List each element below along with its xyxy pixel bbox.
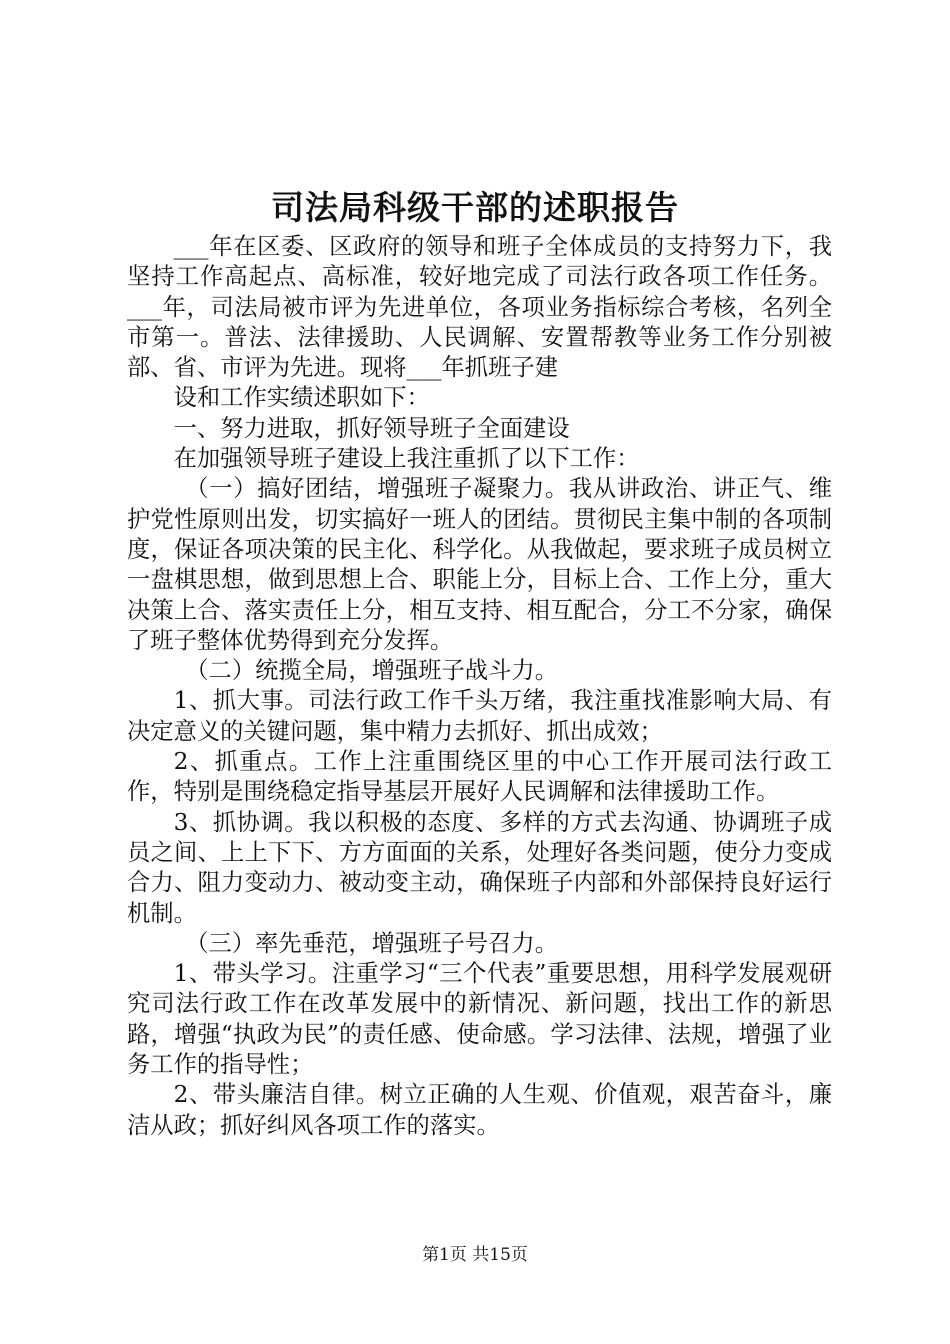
paragraph-intro: ___年在区委、区政府的领导和班子全体成员的支持努力下，我坚持工作高起点、高标准，较好地完成了司法行政各项工作任务。___年，司法局被市评为先进单位，各项业务指标综合考核，名列全市第一。普法、法律援助、人民调解、安置帮教等业务工作分别被部、省、市评为先进。现将___年抓班子建 — [127, 233, 832, 382]
paragraph-lead: 在加强领导班子建设上我注重抓了以下工作： — [173, 445, 640, 473]
list-item: 1、带头学习。注重学习“三个代表”重要思想，用科学发展观研究司法行政工作在改革发展中的新情况、新问题，找出工作的新思路，增强“执政为民”的责任感、使命感。学习法律、法规，增强了业务工作的指导性； — [127, 960, 832, 1079]
document-body — [127, 232, 832, 1141]
subsection-two-heading: （二）统揽全局，增强班子战斗力。 — [185, 657, 558, 685]
list-item: 2、抓重点。工作上注重围绕区里的中心工作开展司法行政工作，特别是围绕稳定指导基层开展好人民调解和法律援助工作。 — [127, 748, 832, 806]
document-title: 司法局科级干部的述职报告 — [271, 188, 679, 227]
list-item: 1、抓大事。司法行政工作千头万绪，我注重找准影响大局、有决定意义的关键问题，集中精力去抓好、抓出成效； — [127, 687, 832, 745]
page-indicator: 第1页 共15页 — [422, 1245, 528, 1265]
list-item: 2、带头廉洁自律。树立正确的人生观、价值观，艰苦奋斗，廉洁从政；抓好纠风各项工作的落实。 — [127, 1081, 832, 1139]
subsection-one: （一）搞好团结，增强班子凝聚力。我从讲政治、讲正气、维护党性原则出发，切实搞好一班人的团结。贯彻民主集中制的各项制度，保证各项决策的民主化、科学化。从我做起，要求班子成员树立一盘棋思想，做到思想上合、职能上分，目标上合、工作上分，重大决策上合、落实责任上分，相互支持、相互配合，分工不分家，确保了班子整体优势得到充分发挥。 — [127, 475, 832, 654]
paragraph-intro-continued: 设和工作实绩述职如下： — [173, 384, 430, 412]
list-item: 3、抓协调。我以积极的态度、多样的方式去沟通、协调班子成员之间、上上下下、方方面面的关系，处理好各类问题，使分力变成合力、阻力变动力、被动变主动，确保班子内部和外部保持良好运行机制。 — [127, 808, 832, 927]
section-heading: 一、努力进取，抓好领导班子全面建设 — [173, 414, 570, 442]
subsection-three-heading: （三）率先垂范，增强班子号召力。 — [185, 929, 558, 957]
